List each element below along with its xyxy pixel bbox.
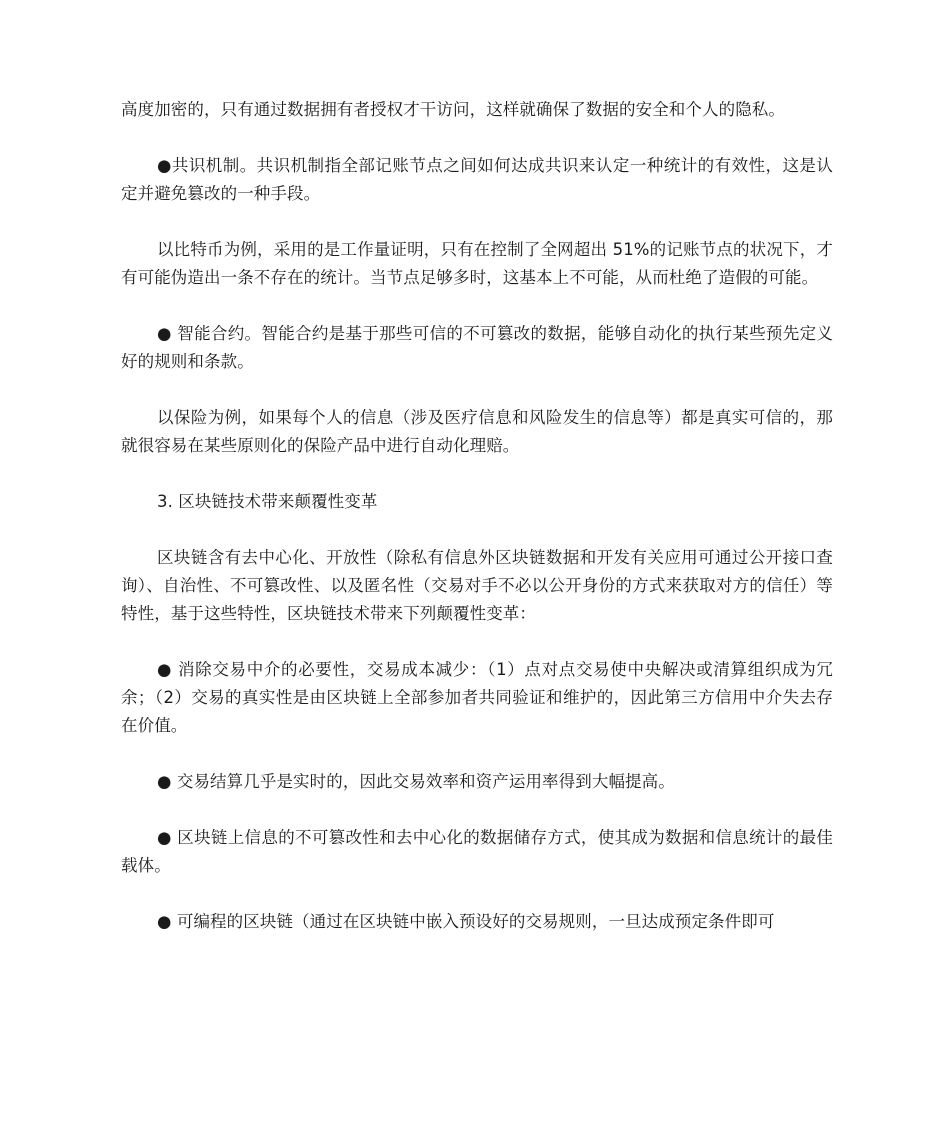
paragraph-insurance-example: 以保险为例，如果每个人的信息（涉及医疗信息和风险发生的信息等）都是真实可信的，那就很容易在某些原则化的保险产品中进行自动化理赔。 [121,408,833,455]
paragraph-eliminate-intermediary: ● 消除交易中介的必要性，交易成本减少：（1）点对点交易使中央解决或清算组织成为冗余；（2）交易的真实性是由区块链上全部参加者共同验证和维护的，因此第三方信用中介失去存在价值。 [121,660,833,735]
document-body [121,96,833,964]
paragraph-programmable-blockchain: ● 可编程的区块链（通过在区块链中嵌入预设好的交易规则，一旦达成预定条件即可 [157,912,775,931]
paragraph-bitcoin-example: 以比特币为例，采用的是工作量证明，只有在控制了全网超出 51%的记账节点的状况下，才有可能伪造出一条不存在的统计。当节点足够多时，这基本上不可能，从而杜绝了造假的可能。 [121,240,833,287]
paragraph-realtime-settlement: ● 交易结算几乎是实时的，因此交易效率和资产运用率得到大幅提高。 [157,772,675,791]
paragraph-consensus-mechanism: ●共识机制。共识机制指全部记账节点之间如何达成共识来认定一种统计的有效性，这是认定并避免篡改的一种手段。 [121,156,833,203]
paragraph-blockchain-features: 区块链含有去中心化、开放性（除私有信息外区块链数据和开发有关应用可通过公开接口查询）、自治性、不可篡改性、以及匿名性（交易对手不必以公开身份的方式来获取对方的信任）等特性，基于这些特性，区块链技术带来下列颠覆性变革： [121,548,833,623]
section-heading-disruptive-change: 3. 区块链技术带来颠覆性变革 [157,492,378,511]
paragraph-smart-contract: ● 智能合约。智能合约是基于那些可信的不可篡改的数据，能够自动化的执行某些预先定义好的规则和条款。 [121,324,833,371]
paragraph-privacy-continuation: 高度加密的，只有通过数据拥有者授权才干访问，这样就确保了数据的安全和个人的隐私。 [121,100,785,119]
paragraph-immutable-storage: ● 区块链上信息的不可篡改性和去中心化的数据储存方式，使其成为数据和信息统计的最佳载体。 [121,828,833,875]
